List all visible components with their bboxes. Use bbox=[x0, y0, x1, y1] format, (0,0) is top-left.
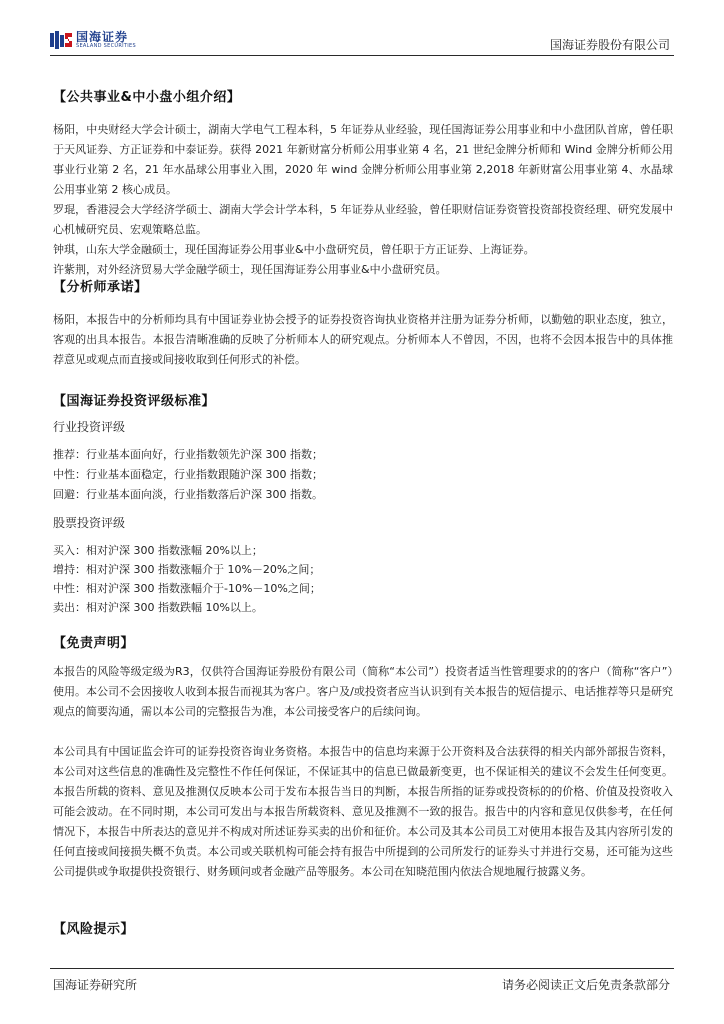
stock-rating-overweight: 增持：相对沪深 300 指数涨幅介于 10%－20%之间； bbox=[53, 563, 321, 576]
risk-section-title: 【风险提示】 bbox=[53, 922, 135, 937]
bio-yangyang: 杨阳，中央财经大学会计硕士，湖南大学电气工程本科，5 年证券从业经验，现任国海证券公用事业和中小盘团队首席，曾任职于天风证券、方正证券和中泰证券。获得 2021 年新财富分析师公用事业第 4 名，21 世纪金牌分析师和 Wind 金牌分析师公用事业行业第 2 名，21 年水晶球公用事业入围，2020 年 wind 金牌分析师公用事业第 2,2018 年新财富公用事业第 4、水晶球公用事业第 2 核心成员。 bbox=[53, 123, 673, 196]
bio-luokun: 罗琨，香港浸会大学经济学硕士、湖南大学会计学本科，5 年证券从业经验，曾任职财信证券资管投资部投资经理、研究发展中心机械研究员、宏观策略总监。 bbox=[53, 203, 673, 236]
sealand-logo-icon bbox=[50, 31, 72, 49]
bio-zhongqi: 钟琪，山东大学金融硕士，现任国海证券公用事业&中小盘研究员，曾任职于方正证券、上海证券。 bbox=[53, 243, 535, 256]
header-divider bbox=[50, 55, 674, 56]
page-header bbox=[0, 0, 724, 56]
disclaimer-paragraph-1: 本报告的风险等级定级为R3，仅供符合国海证券股份有限公司（简称“本公司”）投资者适当性管理要求的的客户（简称“客户”）使用。本公司不会因接收人收到本报告而视其为客户。客户及/或投资者应当认识到有关本报告的短信提示、电话推荐等只是研究观点的简要沟通，需以本公司的完整报告为准，本公司接受客户的后续问询。 bbox=[53, 665, 673, 718]
company-name: 国海证券股份有限公司 bbox=[549, 38, 670, 52]
rating-section-title: 【国海证券投资评级标准】 bbox=[53, 394, 216, 409]
disclaimer-paragraph-2: 本公司具有中国证监会许可的证券投资咨询业务资格。本报告中的信息均来源于公开资料及合法获得的相关内部外部报告资料，本公司对这些信息的准确性及完整性不作任何保证，不保证其中的信息已做最新变更，也不保证相关的建议不会发生任何变更。本报告所载的资料、意见及推测仅反映本公司于发布本报告当日的判断，本报告所指的证券或投资标的的价格、价值及投资收入可能会波动。在不同时期，本公司可发出与本报告所载资料、意见及推测不一致的报告。报告中的内容和意见仅供参考，在任何情况下，本报告中所表达的意见并不构成对所述证券买卖的出价和征价。本公司及其本公司员工对使用本报告及其内容所引发的任何直接或间接损失概不负责。本公司或关联机构可能会持有报告中所提到的公司所发行的证券头寸并进行交易，还可能为这些公司提供或争取提供投资银行、财务顾问或者金融产品等服务。本公司在知晓范围内依法合规地履行披露义务。 bbox=[53, 745, 673, 878]
stock-rating-sell: 卖出：相对沪深 300 指数跌幅 10%以上。 bbox=[53, 601, 263, 614]
stock-rating-heading: 股票投资评级 bbox=[53, 516, 126, 530]
footer-disclaimer-note: 请务必阅读正文后免责条款部分 bbox=[501, 978, 670, 992]
logo-english-text: SEALAND SECURITIES bbox=[76, 43, 136, 49]
commitment-text: 杨阳，本报告中的分析师均具有中国证券业协会授予的证券投资咨询执业资格并注册为证券分析师，以勤勉的职业态度，独立，客观的出具本报告。本报告清晰准确的反映了分析师本人的研究观点。分析师本人不曾因，不因，也将不会因本报告中的具体推荐意见或观点而直接或间接收取到任何形式的补偿。 bbox=[53, 313, 673, 366]
company-logo bbox=[50, 30, 136, 50]
stock-rating-buy: 买入：相对沪深 300 指数涨幅 20%以上； bbox=[53, 544, 263, 557]
footer-institute: 国海证券研究所 bbox=[53, 978, 138, 992]
stock-rating-neutral: 中性：相对沪深 300 指数涨幅介于-10%－10%之间； bbox=[53, 582, 321, 595]
logo-chinese-text: 国海证券 bbox=[76, 30, 129, 44]
industry-rating-neutral: 中性：行业基本面稳定，行业指数跟随沪深 300 指数； bbox=[53, 468, 323, 481]
team-bios bbox=[53, 120, 673, 280]
footer-divider bbox=[50, 968, 674, 969]
industry-rating-heading: 行业投资评级 bbox=[53, 420, 126, 434]
bio-xuzijing: 许紫荆，对外经济贸易大学金融学硕士，现任国海证券公用事业&中小盘研究员。 bbox=[53, 263, 447, 276]
team-section-title: 【公共事业&中小盘小组介绍】 bbox=[53, 90, 241, 105]
industry-rating-avoid: 回避：行业基本面向淡，行业指数落后沪深 300 指数。 bbox=[53, 488, 323, 501]
industry-rating-recommend: 推荐：行业基本面向好，行业指数领先沪深 300 指数； bbox=[53, 448, 323, 461]
disclaimer-section-title: 【免责声明】 bbox=[53, 636, 135, 651]
commitment-section-title: 【分析师承诺】 bbox=[53, 280, 148, 295]
